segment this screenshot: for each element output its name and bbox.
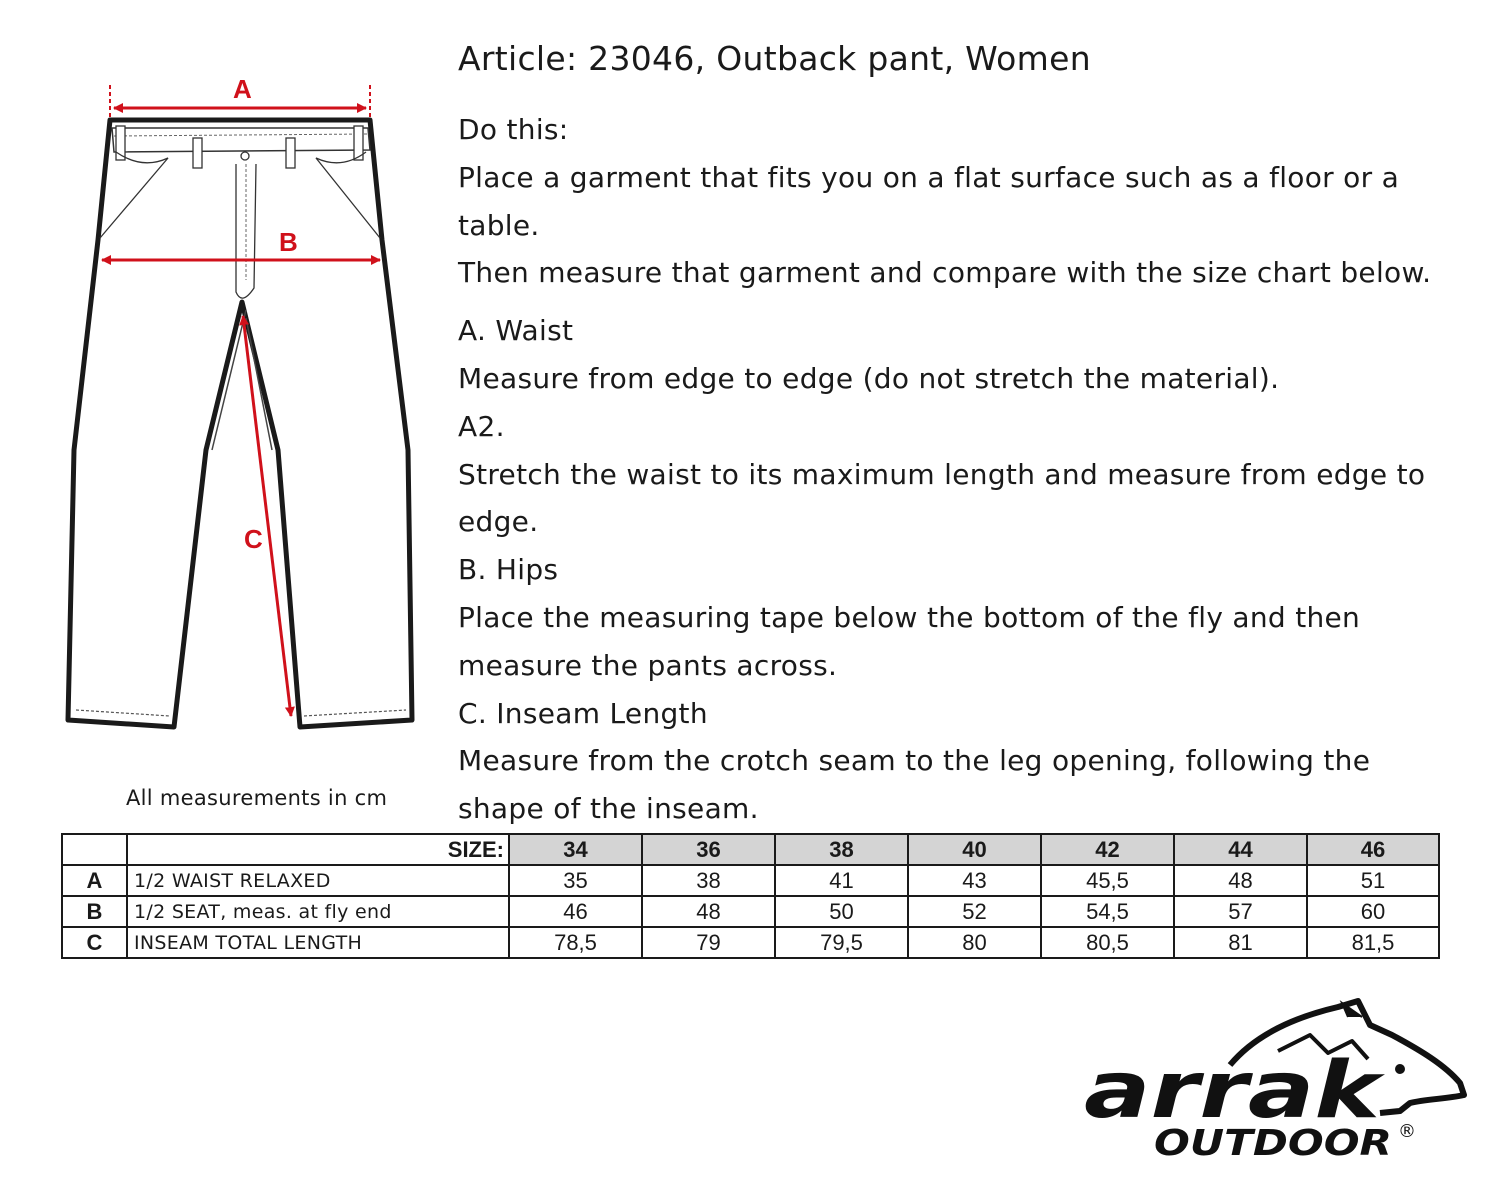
row-code: C bbox=[62, 927, 127, 958]
label-b: B bbox=[279, 227, 298, 257]
section-inseam-body: Measure from the crotch seam to the leg opening, following the shape of the inseam. bbox=[458, 744, 1371, 826]
table-row bbox=[62, 896, 1439, 927]
size-header-row bbox=[62, 834, 1439, 865]
value-cell: 43 bbox=[908, 865, 1041, 896]
size-label: SIZE: bbox=[127, 834, 509, 865]
section-waist-heading: A. Waist bbox=[458, 314, 574, 348]
empty-cell bbox=[62, 834, 127, 865]
value-cell: 35 bbox=[509, 865, 642, 896]
section-inseam-heading: C. Inseam Length bbox=[458, 696, 708, 730]
label-a: A bbox=[233, 74, 252, 104]
table-row bbox=[62, 927, 1439, 958]
size-cell: 44 bbox=[1174, 834, 1307, 865]
value-cell: 50 bbox=[775, 896, 908, 927]
value-cell: 41 bbox=[775, 865, 908, 896]
value-cell: 54,5 bbox=[1041, 896, 1174, 927]
row-code: B bbox=[62, 896, 127, 927]
row-code: A bbox=[62, 865, 127, 896]
instructions-line-1: Place a garment that fits you on a flat surface such as a floor or a table. bbox=[458, 160, 1400, 242]
value-cell: 52 bbox=[908, 896, 1041, 927]
size-cell: 42 bbox=[1041, 834, 1174, 865]
article-title: Article: 23046, Outback pant, Women bbox=[458, 39, 1091, 78]
measurement-unit-note: All measurements in cm bbox=[126, 786, 388, 810]
value-cell: 38 bbox=[642, 865, 775, 896]
value-cell: 79 bbox=[642, 927, 775, 958]
arrak-outdoor-logo bbox=[1080, 995, 1470, 1165]
size-cell: 34 bbox=[509, 834, 642, 865]
section-waist-body: Measure from edge to edge (do not stretch the material). bbox=[458, 361, 1280, 395]
size-cell: 40 bbox=[908, 834, 1041, 865]
size-cell: 38 bbox=[775, 834, 908, 865]
value-cell: 60 bbox=[1307, 896, 1439, 927]
instructions-line-2: Then measure that garment and compare with the size chart below. bbox=[458, 256, 1432, 290]
value-cell: 48 bbox=[642, 896, 775, 927]
value-cell: 46 bbox=[509, 896, 642, 927]
value-cell: 78,5 bbox=[509, 927, 642, 958]
value-cell: 48 bbox=[1174, 865, 1307, 896]
instructions-block bbox=[458, 36, 1448, 833]
instructions-heading: Do this: bbox=[458, 113, 569, 146]
pants-diagram bbox=[50, 70, 430, 750]
value-cell: 51 bbox=[1307, 865, 1439, 896]
pants-outline bbox=[68, 120, 412, 727]
section-a2-heading: A2. bbox=[458, 409, 505, 443]
brand-subtitle: OUTDOOR bbox=[1154, 1123, 1392, 1164]
value-cell: 45,5 bbox=[1041, 865, 1174, 896]
row-label: 1/2 WAIST RELAXED bbox=[127, 865, 509, 896]
table-row bbox=[62, 865, 1439, 896]
section-a2-body: Stretch the waist to its maximum length and measure from edge to edge. bbox=[458, 457, 1426, 539]
row-label: 1/2 SEAT, meas. at fly end bbox=[127, 896, 509, 927]
registered-mark: ® bbox=[1398, 1121, 1416, 1142]
value-cell: 79,5 bbox=[775, 927, 908, 958]
size-cell: 36 bbox=[642, 834, 775, 865]
value-cell: 81,5 bbox=[1307, 927, 1439, 958]
value-cell: 80 bbox=[908, 927, 1041, 958]
value-cell: 80,5 bbox=[1041, 927, 1174, 958]
brand-wordmark: arrak bbox=[1084, 1046, 1386, 1136]
value-cell: 81 bbox=[1174, 927, 1307, 958]
size-chart-table bbox=[61, 833, 1440, 959]
section-hips-body: Place the measuring tape below the bottom of the fly and then measure the pants across. bbox=[458, 600, 1361, 682]
size-cell: 46 bbox=[1307, 834, 1439, 865]
row-label: INSEAM TOTAL LENGTH bbox=[127, 927, 509, 958]
value-cell: 57 bbox=[1174, 896, 1307, 927]
section-hips-heading: B. Hips bbox=[458, 553, 559, 587]
label-c: C bbox=[244, 524, 263, 554]
